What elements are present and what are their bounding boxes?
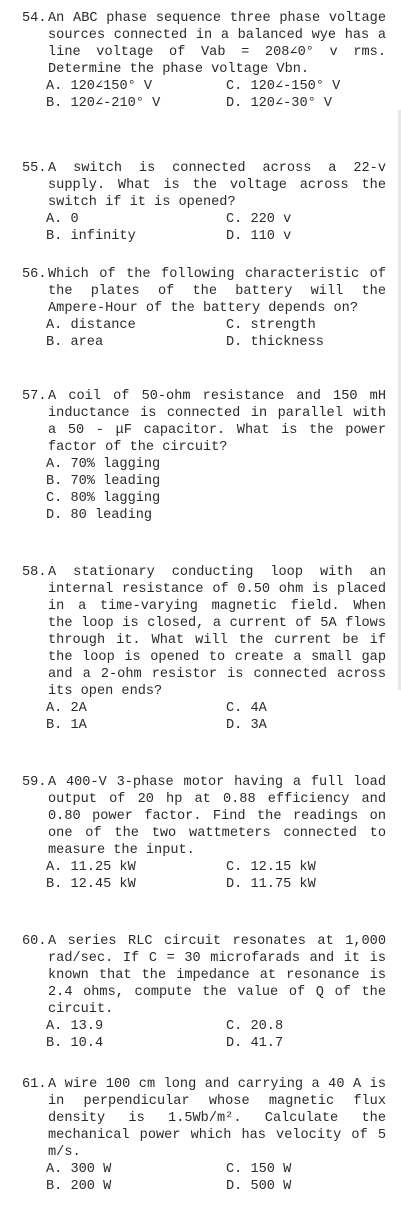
- option-c: C. 80% lagging: [46, 491, 161, 506]
- question-text: Which of the following characteristic of the plates of the battery will the Ampere-Hour of the battery depends on?: [48, 267, 386, 316]
- question-number: 59.: [22, 775, 47, 790]
- question-60: [22, 933, 386, 1052]
- question-56: [22, 266, 386, 351]
- option-a: A. distance: [46, 318, 136, 333]
- question-number: 54.: [22, 11, 47, 26]
- question-number: 55.: [22, 161, 47, 176]
- option-a: A. 120∠150° V: [46, 79, 153, 94]
- option-c: C. 4A: [226, 701, 267, 716]
- option-a: A. 0: [46, 212, 79, 227]
- option-c: C. 20.8: [226, 1019, 284, 1034]
- question-58: [22, 564, 386, 734]
- option-d: D. thickness: [226, 335, 324, 350]
- option-a: A. 300 W: [46, 1162, 112, 1177]
- question-55: [22, 160, 386, 245]
- option-b: B. 10.4: [46, 1036, 104, 1051]
- option-b: B. 120∠-210° V: [46, 96, 161, 111]
- option-a: A. 11.25 kW: [46, 860, 136, 875]
- option-d: D. 500 W: [226, 1179, 292, 1194]
- question-text: A switch is connected across a 22-v supply. What is the voltage across the switch if it is opened?: [48, 161, 386, 210]
- question-text: An ABC phase sequence three phase voltage sources connected in a balanced wye has a line voltage of Vab = 208∠0° v rms. Determine the phase voltage Vbn.: [48, 11, 386, 77]
- option-b: B. 70% leading: [46, 474, 161, 489]
- question-number: 61.: [22, 1077, 47, 1092]
- option-a: A. 70% lagging: [46, 457, 161, 472]
- question-number: 58.: [22, 565, 47, 580]
- option-b: B. infinity: [46, 229, 136, 244]
- option-c: C. 120∠-150° V: [226, 79, 341, 94]
- option-d: D. 11.75 kW: [226, 877, 316, 892]
- option-d: D. 3A: [226, 718, 267, 733]
- option-d: D. 41.7: [226, 1036, 284, 1051]
- option-b: B. area: [46, 335, 104, 350]
- question-61: [22, 1076, 386, 1195]
- question-text: A 400-V 3-phase motor having a full load output of 20 hp at 0.88 efficiency and 0.80 power factor. Find the readings on one of the two wattmeters connected to measure the input.: [48, 775, 386, 858]
- option-c: C. 220 v: [226, 212, 292, 227]
- option-a: A. 13.9: [46, 1019, 104, 1034]
- question-text: A coil of 50-ohm resistance and 150 mH inductance is connected in parallel with a 50 - μF capacitor. What is the power factor of the circuit?: [48, 389, 386, 455]
- option-b: B. 200 W: [46, 1179, 112, 1194]
- option-c: C. strength: [226, 318, 316, 333]
- option-c: C. 150 W: [226, 1162, 292, 1177]
- question-59: [22, 774, 386, 893]
- option-b: B. 12.45 kW: [46, 877, 136, 892]
- question-57: [22, 388, 386, 524]
- option-d: D. 120∠-30° V: [226, 96, 333, 111]
- question-number: 57.: [22, 389, 47, 404]
- question-text: A series RLC circuit resonates at 1,000 rad/sec. If C = 30 microfarads and it is known that the impedance at resonance is 2.4 ohms, compute the value of Q of the circuit.: [48, 934, 386, 1017]
- question-number: 56.: [22, 267, 47, 282]
- question-text: A stationary conducting loop with an internal resistance of 0.50 ohm is placed in a time-varying magnetic field. When the loop is closed, a current of 5A flows through it. What will the current be if the loop is opened to create a small gap and a 2-ohm resistor is connected across its open ends?: [48, 565, 386, 699]
- option-c: C. 12.15 kW: [226, 860, 316, 875]
- option-a: A. 2A: [46, 701, 87, 716]
- option-b: B. 1A: [46, 718, 87, 733]
- option-d: D. 80 leading: [46, 508, 153, 523]
- option-d: D. 110 v: [226, 229, 292, 244]
- question-54: [22, 10, 386, 112]
- question-text: A wire 100 cm long and carrying a 40 A is in perpendicular whose magnetic flux density is 1.5Wb/m². Calculate the mechanical power which has velocity of 5 m/s.: [48, 1077, 386, 1160]
- question-number: 60.: [22, 934, 47, 949]
